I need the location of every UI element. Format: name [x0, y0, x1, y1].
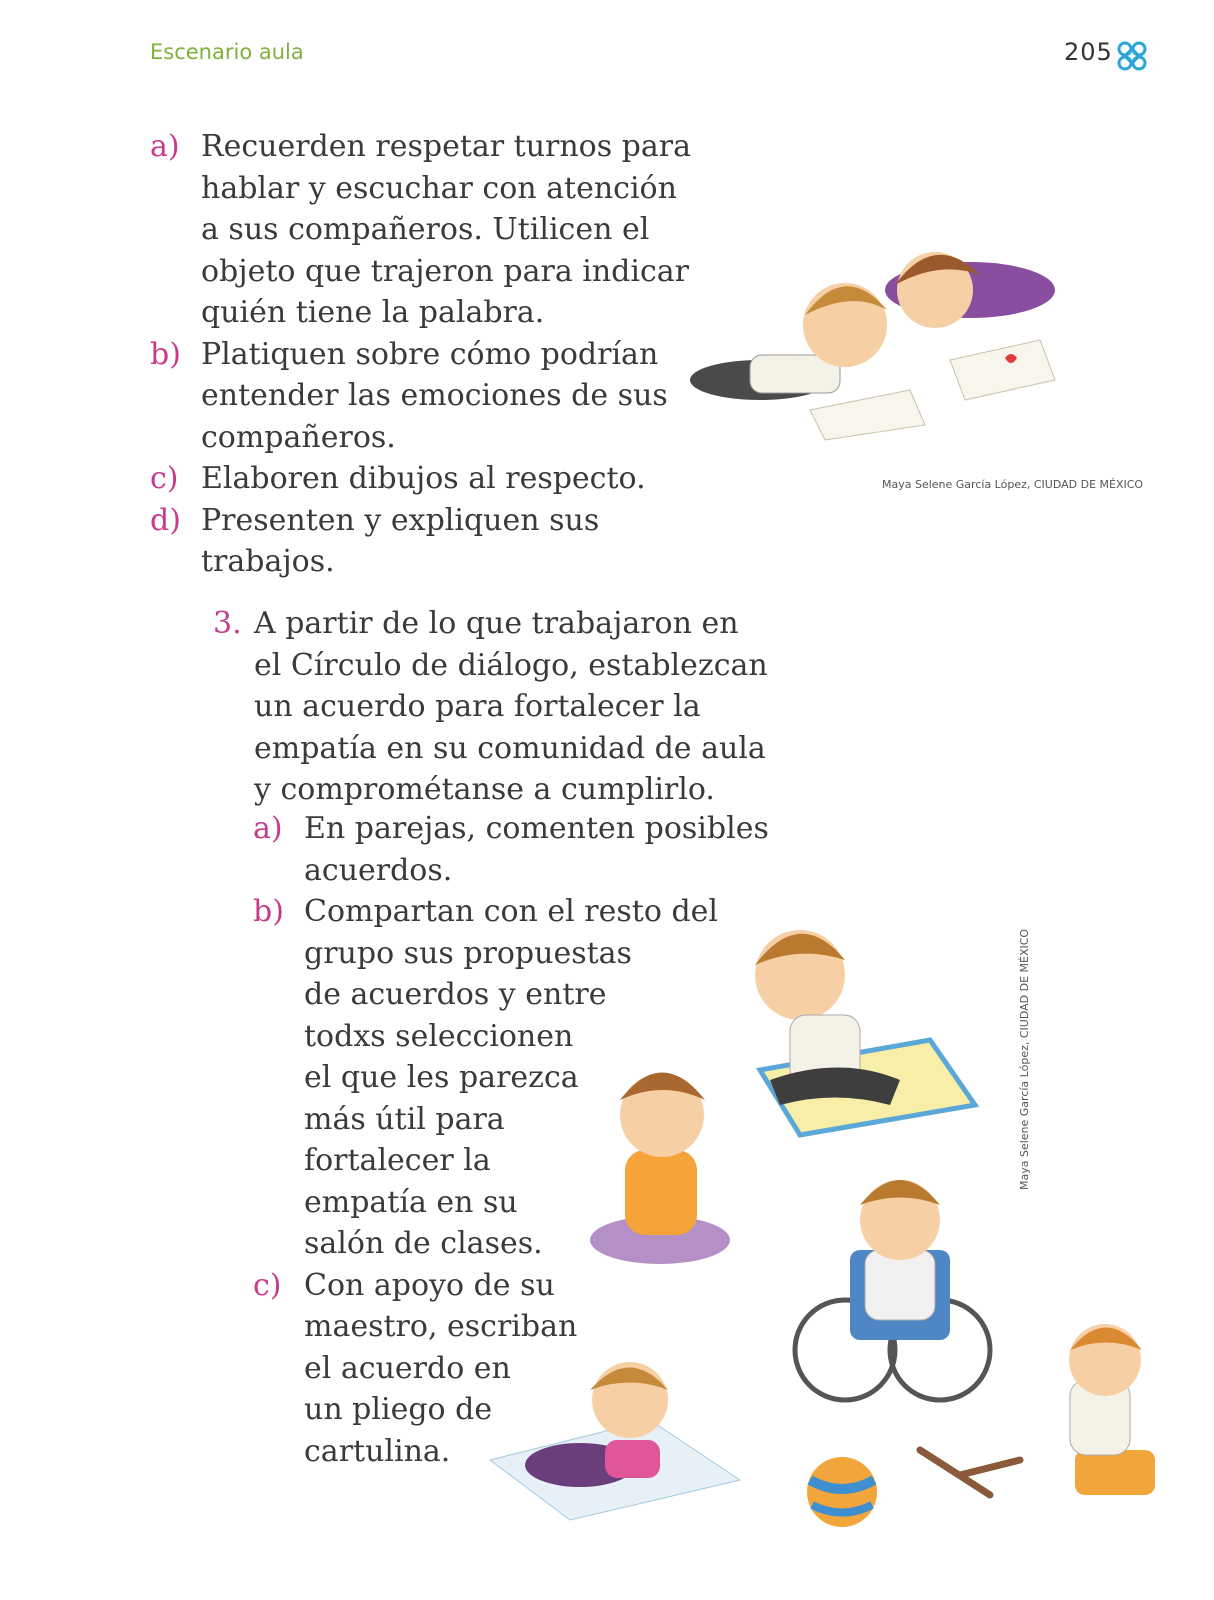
illustration-credit: Maya Selene García López, CIUDAD DE MÉXICO [882, 478, 1144, 491]
list-item-text: Elaboren dibujos al respecto. [201, 461, 646, 496]
section-title: Escenario aula [150, 40, 304, 64]
list-item-text: En parejas, comenten posibles acuerdos. [304, 811, 769, 888]
children-drawing-illustration [680, 230, 1120, 450]
step-text: A partir de lo que trabajaron en el Círculo de diálogo, establezcan un acuerdo para fortalecer la empatía en su comunidad de aula y comprométanse a cumplirlo. [254, 606, 768, 807]
list-item-text: Platiquen sobre cómo podrían entender las emociones de sus compañeros. [201, 336, 668, 455]
list-marker: d) [150, 502, 181, 538]
list-item-text: Recuerden respetar turnos para hablar y escuchar con atención a sus compañeros. Utilicen el objeto que trajeron para indicar quién tiene la palabra. [201, 129, 691, 330]
list-item [150, 500, 691, 583]
children-group-illustration [470, 920, 1170, 1540]
list-marker: a) [253, 811, 283, 846]
list-item-text: Compartan con el resto del grupo sus propuestas de acuerdos y entre todxs seleccionen el que les parezca más útil para fortalecer la empatía en su salón de clases. [304, 894, 718, 1261]
numbered-step [213, 603, 768, 811]
list-marker: a) [150, 129, 180, 164]
list-marker: c) [150, 461, 179, 496]
list-item [150, 334, 691, 459]
list-item-text: Presenten y expliquen sus trabajos. [201, 502, 600, 579]
list-item [150, 126, 691, 334]
list-marker: c) [253, 1267, 282, 1303]
step-number: 3. [213, 606, 242, 641]
list-item-text: Con apoyo de su maestro, escriban el acuerdo en un pliego de cartulina. [304, 1267, 578, 1469]
illustration-credit-vertical: Maya Selene García López, CIUDAD DE MÉXICO [1018, 928, 1031, 1190]
list-item [150, 458, 691, 500]
page-number: 205 [1064, 38, 1113, 66]
list-item [253, 808, 769, 891]
list-marker: b) [150, 336, 181, 372]
activity-list [150, 126, 691, 583]
list-marker: b) [253, 894, 284, 929]
knot-logo-icon [1112, 36, 1152, 76]
